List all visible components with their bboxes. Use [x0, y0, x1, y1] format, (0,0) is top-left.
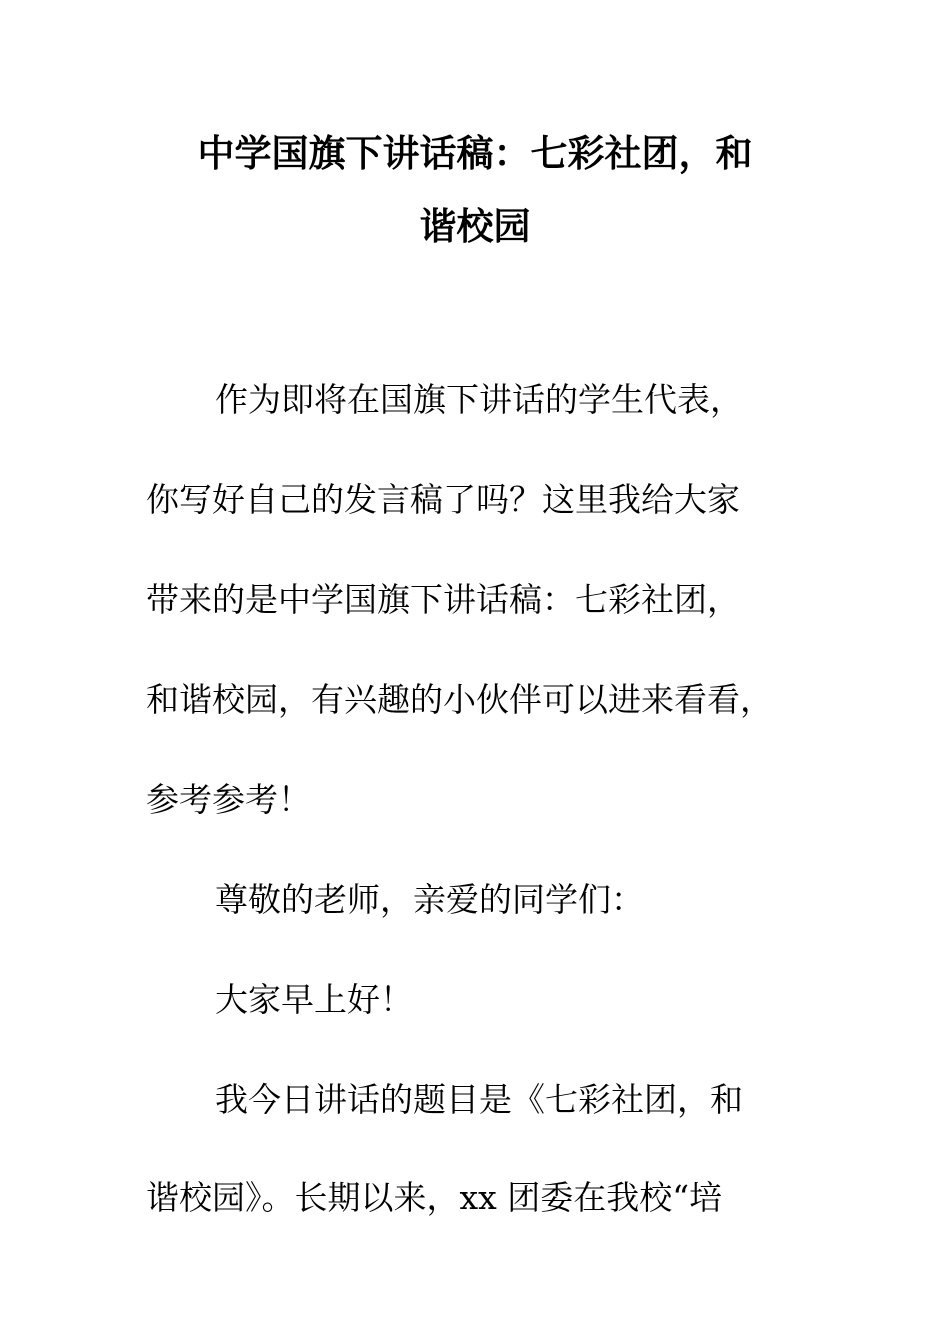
- paragraph-topic-line-1: 我今日讲话的题目是《七彩社团，和: [215, 1080, 743, 1119]
- paragraph-intro-line-3: 带来的是中学国旗下讲话稿：七彩社团，: [146, 580, 740, 619]
- paragraph-intro-line-1: 作为即将在国旗下讲话的学生代表，: [215, 380, 743, 419]
- greeting-line: 大家早上好！: [215, 980, 413, 1019]
- document-title-line-1: 中学国旗下讲话稿：七彩社团，和: [197, 132, 753, 175]
- document-title-line-2: 谐校园: [419, 205, 531, 248]
- paragraph-intro-line-4: 和谐校园，有兴趣的小伙伴可以进来看看，: [146, 680, 773, 719]
- paragraph-intro-line-2: 你写好自己的发言稿了吗？这里我给大家: [146, 480, 740, 519]
- paragraph-intro-line-5: 参考参考！: [146, 780, 311, 819]
- salutation-line: 尊敬的老师，亲爱的同学们：: [215, 880, 644, 919]
- paragraph-topic-line-2: 谐校园》。长期以来，xx 团委在我校“培: [146, 1178, 723, 1217]
